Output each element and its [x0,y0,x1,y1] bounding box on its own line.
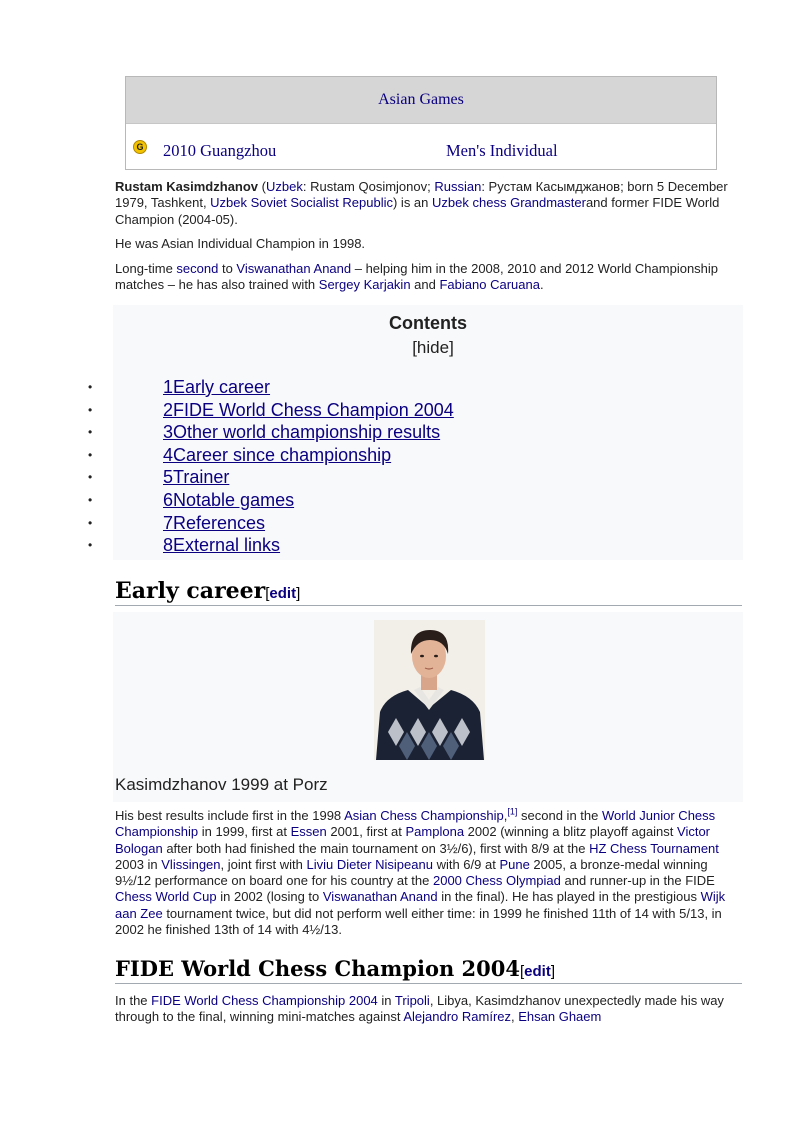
edit-section-link[interactable] [265,585,300,602]
world-cup-link[interactable]: Chess World Cup [115,889,217,905]
pamplona-link[interactable]: Pamplona [405,824,465,840]
asian-championship-link[interactable]: Asian Chess Championship [344,808,504,823]
section-title: FIDE World Chess Champion 2004 [115,956,520,981]
paragraph-text: to [218,261,237,276]
bullet: • [88,492,93,507]
gold-medal-icon: G [133,140,147,154]
paragraph-text: in the final). He has played in the prestigious [437,889,701,905]
medal-category-link[interactable]: Men's Individual [446,141,558,160]
toc-link-references[interactable]: 7References [163,512,266,533]
russian-language-link[interactable]: Russian [434,179,482,194]
karjakin-link[interactable]: Sergey Karjakin [318,277,411,293]
trainer-paragraph [115,261,735,294]
nisipeanu-link[interactable]: Liviu Dieter Nisipeanu [306,856,433,872]
edit-label[interactable]: edit [269,585,297,602]
paragraph-text: , [503,808,508,823]
paragraph-text: 2003 in [115,856,162,872]
medal-event-link[interactable]: 2010 Guangzhou [163,141,277,160]
toc-hide-toggle[interactable]: [hide] [412,338,454,357]
paragraph-text: 2001, first at [326,824,406,840]
early-career-paragraph [115,808,735,938]
toc-link-other-results[interactable]: 3Other world championship results [163,422,441,443]
paragraph-text: tournament twice, but did not perform well either time: in 1999 he finished 11th of 14 with 5/13, in 2002 he finished 13th of 14 with 4½/13. [115,905,722,938]
intro-text: : Rustam Qosimjonov; [302,179,435,194]
figure-caption: Kasimdzhanov 1999 at Porz [115,775,328,794]
uzbek-ssr-link[interactable]: Uzbek Soviet Socialist Republic [210,195,393,211]
essen-link[interactable]: Essen [290,824,327,840]
toc-link-career-since[interactable]: 4Career since championship [163,444,392,465]
paragraph-text: Long-time [115,261,177,276]
uzbek-link[interactable]: Uzbek [432,195,469,211]
paragraph-text: In the [115,993,152,1008]
fide-champion-paragraph [115,993,735,1026]
paragraph-text: 2002 (winning a blitz playoff against [464,824,678,840]
reference-link[interactable]: [1] [507,806,518,817]
paragraph-text: and runner-up in the FIDE [560,873,715,889]
olympiad-link[interactable]: 2000 Chess Olympiad [432,873,561,889]
section-heading-early-career [115,577,742,606]
bracket: [ [519,963,525,980]
bullet: • [88,515,93,530]
paragraph-text: in 2002 (losing to [216,889,323,905]
paragraph-text: His best results include first in the 1998 [115,808,345,823]
player-photo[interactable] [374,620,485,760]
anand-link[interactable]: Viswanathan Anand [236,261,352,276]
toc-link-early-career[interactable]: 1Early career [163,377,271,397]
toc-title: Contents [389,313,467,333]
edit-label[interactable]: edit [524,963,551,980]
paragraph-text: after both had finished the main tournament on 3½/6), first with 8/9 at the [162,840,590,856]
grandmaster-link[interactable]: Grandmaster [510,195,586,211]
tripoli-link[interactable]: Tripoli [394,993,430,1008]
world-junior-link[interactable]: World Junior Chess Championship [115,808,716,840]
bologan-link[interactable]: Victor Bologan [115,824,711,856]
bullet: • [88,470,93,485]
paragraph-text: in 1999, first at [198,824,291,840]
section-title: Early career [115,578,266,604]
vlissingen-link[interactable]: Vlissingen [161,856,221,872]
asian-champion-paragraph: He was Asian Individual Champion in 1998. [115,236,366,251]
paragraph-text: and [410,277,440,293]
table-of-contents [88,305,743,560]
medal-table [125,76,717,170]
edit-section-link[interactable] [520,963,555,980]
toc-link-notable-games[interactable]: 6Notable games [163,489,295,510]
pune-link[interactable]: Pune [499,856,530,872]
paragraph-text: in [377,993,395,1008]
bullet: • [88,425,93,440]
toc-link-fide-champion[interactable]: 2FIDE World Chess Champion 2004 [163,399,454,420]
anand-link[interactable]: Viswanathan Anand [322,889,438,905]
uzbek-language-link[interactable]: Uzbek [266,179,303,194]
wijk-aan-zee-link[interactable]: Wijk aan Zee [115,889,726,921]
paragraph-text: , Libya, Kasimdzhanov unexpectedly made his way through to the final, winning mini-matches against [115,993,724,1025]
subject-name: Rustam Kasimdzhanov [115,179,259,194]
section-heading-fide-champion [115,955,742,984]
paragraph-text: 2005, a bronze-medal winning 9½/12 performance on board one for his country at the [115,856,708,889]
ramirez-link[interactable]: Alejandro Ramírez [403,1009,511,1025]
chess-link[interactable]: chess [472,195,507,211]
bullet: • [88,380,93,394]
photo-figure [113,612,743,802]
second-link[interactable]: second [176,261,219,276]
caruana-link[interactable]: Fabiano Caruana [439,277,540,293]
paragraph-text: – helping him in the 2008, 2010 and 2012 World Championship matches – he has also trained with [115,261,719,293]
paragraph-text: second in the [517,808,602,823]
intro-text: and former FIDE World Champion (2004-05). [115,195,720,227]
toc-link-external-links[interactable]: 8External links [163,535,281,556]
bullet: • [88,447,93,462]
intro-paragraph: Rustam Kasimdzhanov (Uzbek: Rustam Qosimjonov; Russian: Рустам Касымджанов; born 5 December 1979, Tashkent, Uzbek Soviet Socialist Republic) is an Uzbek chess Grandmasterand former FIDE World Champion (2004-05). [115,179,728,227]
fide-championship-2004-link[interactable]: FIDE World Chess Championship 2004 [151,993,378,1008]
bracket: ] [550,963,555,980]
paragraph-text: with 6/9 at [432,856,500,872]
bracket: [ [265,585,270,602]
bullet: • [88,402,93,417]
paragraph-text: , [511,1009,519,1025]
intro-text: : Рустам Касымджанов; born 5 December 1979, Tashkent, [115,179,728,211]
ghaem-link[interactable]: Ehsan Ghaem [518,1009,602,1025]
medal-table-header[interactable]: Asian Games [126,77,716,124]
bullet: • [88,538,93,553]
paragraph-text: , joint first with [220,856,307,872]
hz-tournament-link[interactable]: HZ Chess Tournament [589,840,719,856]
toc-link-trainer[interactable]: 5Trainer [163,467,230,488]
medal-row [126,124,716,170]
bracket: ] [296,585,301,602]
paragraph-text: . [539,277,544,293]
intro-text: ) is an [392,195,432,211]
